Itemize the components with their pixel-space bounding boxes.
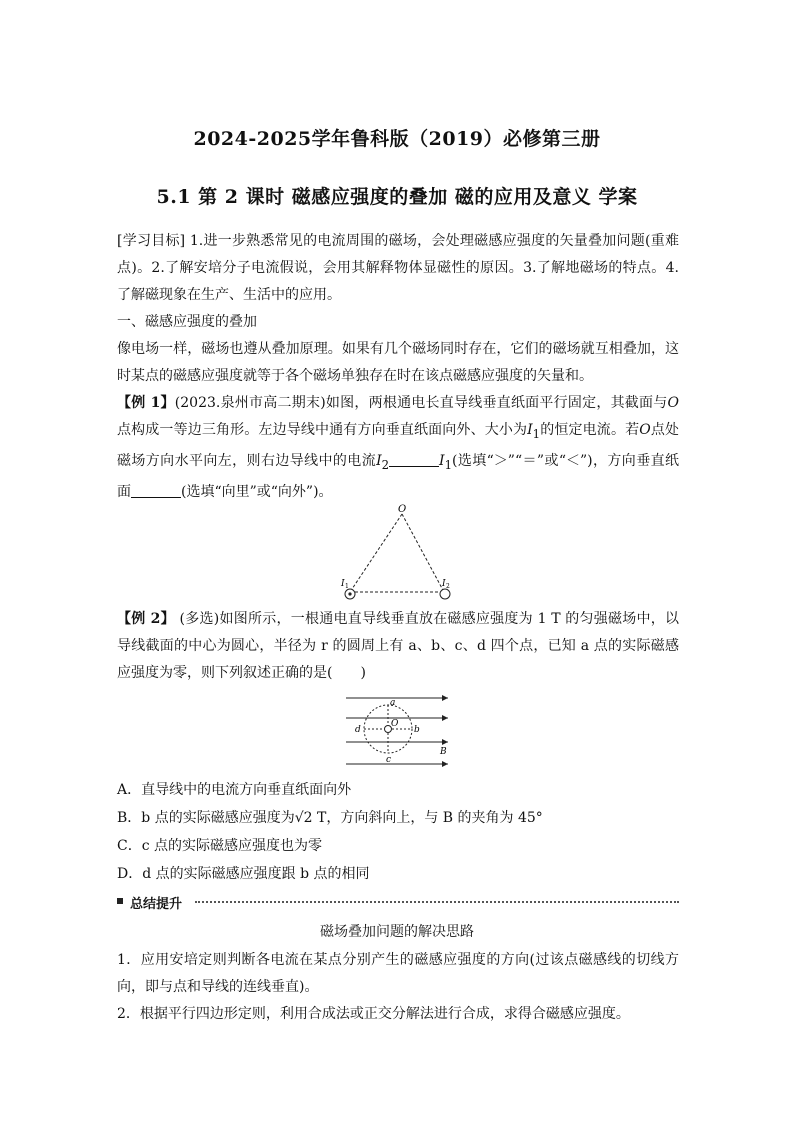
fig2-label-c: c <box>386 755 392 765</box>
fig2-label-b: b <box>414 725 420 735</box>
option-d[interactable]: D．d 点的实际磁感应强度跟 b 点的相同 <box>117 866 370 882</box>
example1-var-i1-2: I <box>439 452 445 469</box>
section1-heading: 一、磁感应强度的叠加 <box>117 314 257 330</box>
dot-out-icon <box>348 592 351 595</box>
example2-text: (多选)如图所示，一根通电直导线垂直放在磁感应强度为 1 T 的匀强磁场中，以导线截面的中心为圆心，半径为 r 的圆周上有 a、b、c、d 四个点，已知 a 点的实际磁感应强度为零，则下列叙述正确的是( ) <box>117 611 679 681</box>
summary-bar <box>117 893 679 912</box>
summary-label: 总结提升 <box>130 897 183 912</box>
fig2-label-d: d <box>355 725 361 735</box>
objectives-paragraph <box>117 228 679 309</box>
summary-divider <box>195 901 679 903</box>
document-title: 2024-2025学年鲁科版（2019）必修第三册 <box>193 128 601 150</box>
section1-text: 像电场一样，磁场也遵从叠加原理。如果有几个磁场同时存在，它们的磁场就互相叠加，这时某点的磁感应强度就等于各个磁场单独存在时在该点磁感应强度的矢量和。 <box>117 341 679 384</box>
wire-i2-icon <box>440 589 450 599</box>
example2-block <box>117 606 679 687</box>
fig2-label-a: a <box>390 698 396 708</box>
example1-text-e: (选填“＞”“＝”或“＜”)，方向垂直纸面 <box>117 452 679 500</box>
fig2-label-b-field: B <box>440 747 447 757</box>
fig1-sub-1: 1 <box>345 583 349 590</box>
example1-text-f: (选填“向里”或“向外”)。 <box>181 483 333 500</box>
objectives-label: [学习目标] <box>117 233 186 249</box>
example1-source: (2023.泉州市高二期末) <box>174 395 326 411</box>
example1-paragraph <box>117 390 679 506</box>
summary-item: 1．应用安培定则判断各电流在某点分别产生的磁感应强度的方向(过该点磁感线的切线方向，即与点和导线的连线垂直)。 <box>117 952 679 995</box>
example1-sub-1-2: 1 <box>444 457 452 472</box>
example2-paragraph <box>117 606 679 687</box>
objectives-block <box>117 228 679 506</box>
summary-item: 2．根据平行四边形定则，利用合成法或正交分解法进行合成，求得合磁感应强度。 <box>117 1006 630 1022</box>
objectives-text: 1.进一步熟悉常见的电流周围的磁场，会处理磁感应强度的矢量叠加问题(重难点)。2.了解安培分子电流假说，会用其解释物体显磁性的原因。3.了解地磁场的特点。4.了解磁现象在生产、生活中的应用。 <box>117 233 679 303</box>
field-figure <box>342 692 452 770</box>
fig1-sub-2: 2 <box>446 583 450 590</box>
example2-label: 【例 2】 <box>117 611 175 627</box>
triangle-left-side <box>350 514 402 592</box>
triangle-figure <box>330 500 460 604</box>
example1-label: 【例 1】 <box>117 395 175 411</box>
answer-blank-2[interactable] <box>131 483 181 498</box>
example1-text-c: 的恒定电流。若 <box>540 422 640 438</box>
square-bullet-icon <box>117 898 123 904</box>
example1-sub-2: 2 <box>381 457 390 472</box>
example1-sub-1: 1 <box>532 426 541 441</box>
example1-var-o-2: O <box>639 422 651 438</box>
option-b[interactable]: B．b 点的实际磁感应强度为√2 T，方向斜向上，与 B 的夹角为 45° <box>117 810 543 826</box>
answer-blank-1[interactable] <box>389 452 439 467</box>
fig2-label-o: O <box>391 719 399 729</box>
example1-text-b: 点构成一等边三角形。左边导线中通有方向垂直纸面向外、大小为 <box>117 422 528 438</box>
option-a[interactable]: A．直导线中的电流方向垂直纸面向外 <box>117 782 352 798</box>
summary-heading: 磁场叠加问题的解决思路 <box>320 924 474 940</box>
example1-var-i2: I <box>376 452 382 469</box>
example1-text-d: 点处磁场方向水平向左，则右边导线中的电流 <box>117 422 680 469</box>
fig1-label-i1: I <box>341 579 345 589</box>
lesson-title: 5.1 第 2 课时 磁感应强度的叠加 磁的应用及意义 学案 <box>156 186 638 208</box>
fig1-label-i2: I <box>442 579 446 589</box>
summary-list <box>117 947 679 1028</box>
example1-text-a: 如图，两根通电长直导线垂直纸面平行固定，其截面与 <box>325 395 668 411</box>
triangle-right-side <box>402 514 444 592</box>
example1-var-i1: I <box>527 422 533 438</box>
example1-var-o: O <box>667 395 679 411</box>
fig1-label-o: O <box>398 504 407 515</box>
option-c[interactable]: C．c 点的实际磁感应强度也为零 <box>117 838 323 854</box>
